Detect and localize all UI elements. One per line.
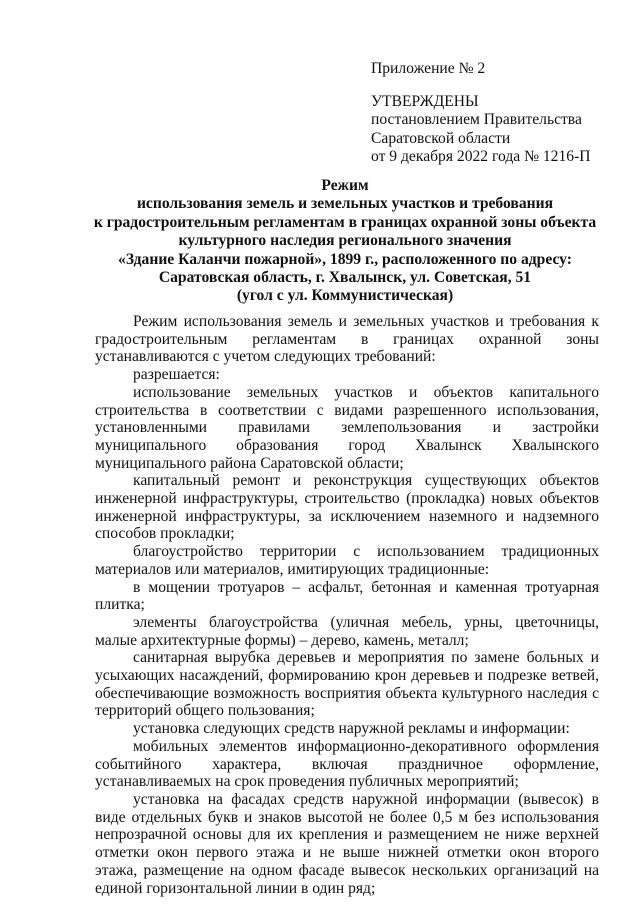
approved-heading: УТВЕРЖДЕНЫ (371, 92, 479, 110)
title-line: «Здание Каланчи пожарной», 1899 г., расположенного по адресу: (118, 250, 572, 268)
approval-line-2: Саратовской области (371, 129, 511, 147)
title-line: (угол с ул. Коммунистическая) (236, 287, 454, 305)
body-paragraph: капитальный ремонт и реконструкция существующих объектов инженерной инфраструктуры, строительство (прокладка) новых объектов инженерной инфраструктуры, за исключением наземного и надземного способов прокладки; (95, 472, 599, 543)
approval-line-1: постановлением Правительства (371, 111, 582, 128)
body-paragraph: разрешается: (133, 366, 220, 384)
title-line: к градостроительным регламентам в границах охранной зоны объекта (93, 213, 597, 231)
document-title (80, 177, 610, 306)
body-paragraph: установка на фасадах средств наружной информации (вывесок) в виде отдельных букв и знаков высотой не более 0,5 м без использования непрозрачной основы для их крепления и размещением не ниже верхней отметки окон первого этажа и не выше нижней отметки окон второго этажа, размещение на одном фасаде вывесок нескольких организаций на единой горизонтальной линии в один ряд; (95, 790, 599, 897)
body-paragraph: в мощении тротуаров – асфальт, бетонная и каменная тротуарная плитка; (95, 578, 599, 614)
title-line: культурного наследия регионального значения (178, 232, 512, 250)
body-paragraph: санитарная вырубка деревьев и мероприятия по замене больных и усыхающих насаждений, формированию крон деревьев и подрезке ветвей, обеспечивающие возможность восприятия объекта культурного наследия с территорий общего пользования; (95, 649, 599, 720)
approval-line-3: от 9 декабря 2022 года № 1216-П (371, 148, 591, 165)
document-body (95, 313, 599, 897)
title-line: использования земель и земельных участков и требования (136, 195, 554, 213)
body-paragraph: мобильных элементов информационно-декоративного оформления событийного характера, включая праздничное оформление, устанавливаемых на срок проведения публичных мероприятий; (95, 737, 599, 791)
title-line: Саратовская область, г. Хвалынск, ул. Советская, 51 (158, 269, 532, 287)
body-paragraph: благоустройство территории с использованием традиционных материалов или материалов, имитирующих традиционные: (95, 543, 599, 578)
title-line: Режим (321, 177, 369, 194)
body-paragraph: элементы благоустройства (уличная мебель, урны, цветочницы, малые архитектурные формы) – дерево, камень, металл; (95, 613, 599, 649)
spacer (371, 79, 633, 93)
appendix-number: Приложение № 2 (371, 60, 486, 77)
body-paragraph: установка следующих средств наружной рекламы и информации: (133, 720, 570, 738)
body-paragraph: использование земельных участков и объектов капитального строительства в соответствии с видами разрешенного использования, установленными правилами землепользования и застройки муниципального образования город Хвалынск Хвалынского муниципального района Саратовской области; (95, 383, 599, 472)
approval-block (371, 60, 633, 167)
body-paragraph: Режим использования земель и земельных участков и требования к градостроительным регламентам в границах охранной зоны устанавливаются с учетом следующих требований: (95, 313, 599, 366)
